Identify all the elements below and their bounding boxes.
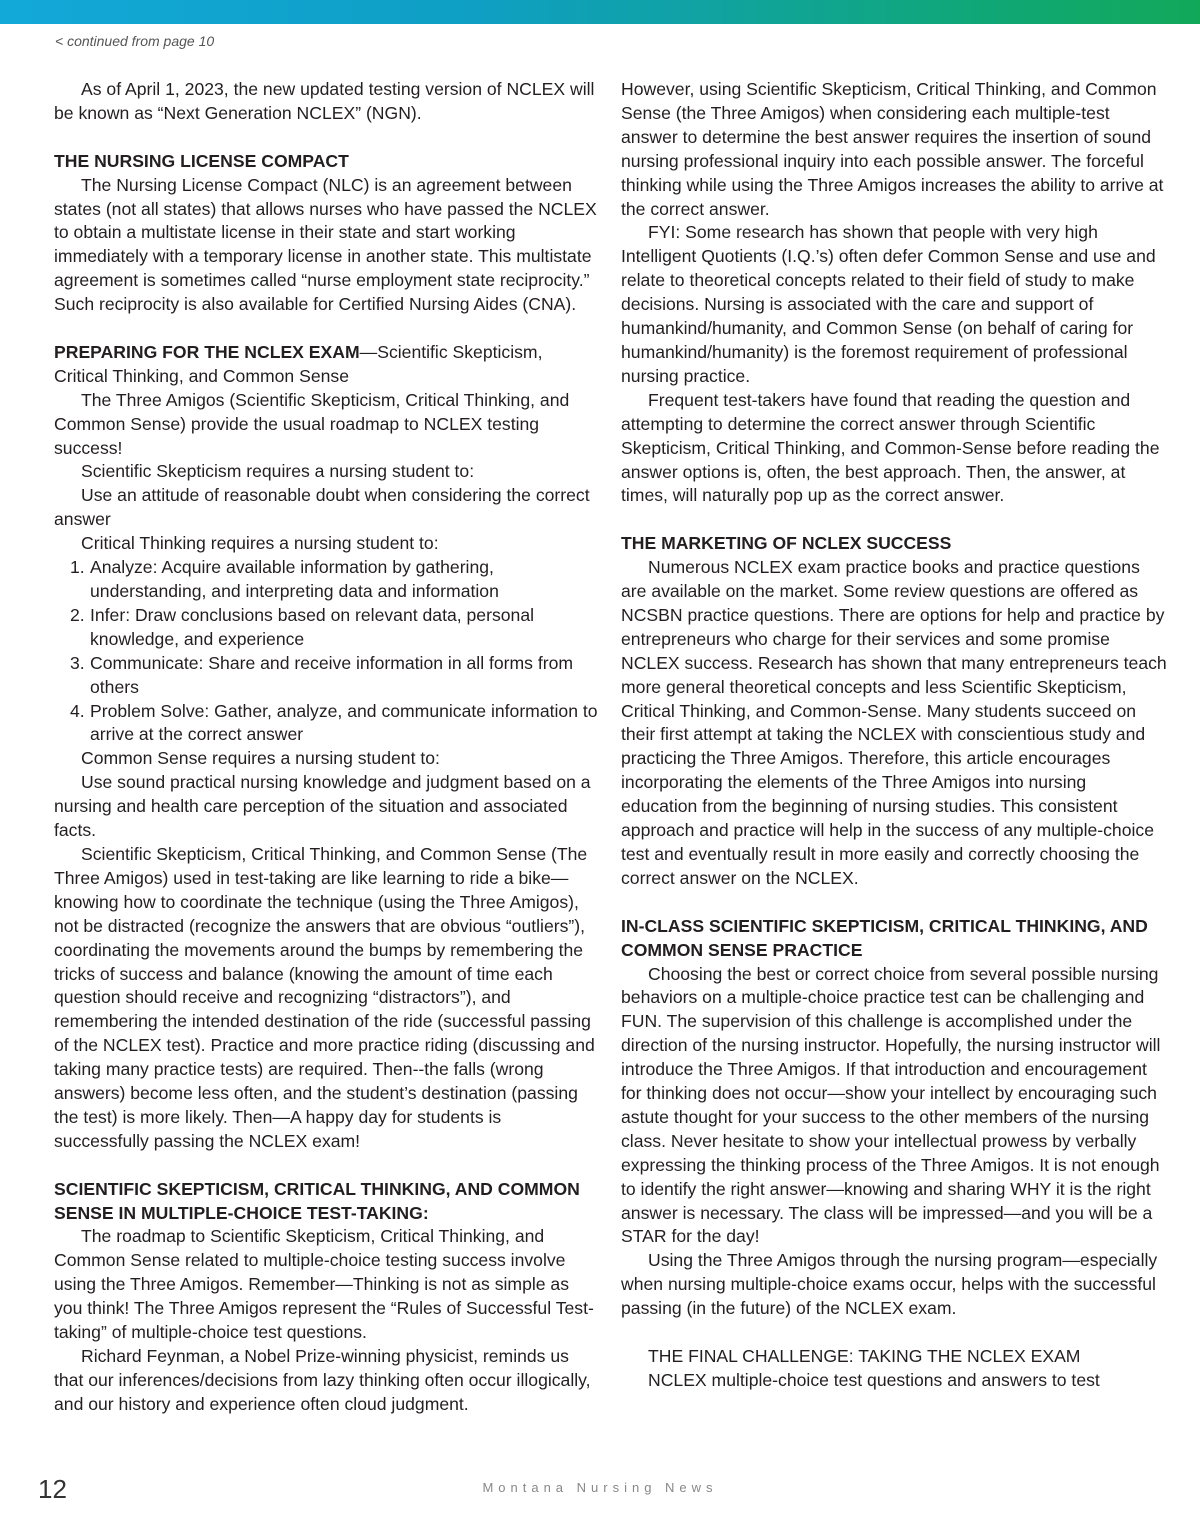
- nlc-heading: THE NURSING LICENSE COMPACT: [54, 150, 349, 171]
- prep-heading-rest: —Scientific Skepticism, Critical Thinking, and Common Sense: [54, 341, 543, 386]
- using-paragraph: Using the Three Amigos through the nursing program—especially when nursing multiple-choice exams occur, helps with the successful passing (in the future) of the NCLEX exam.: [621, 1250, 1158, 1319]
- list-item: 4. Problem Solve: Gather, analyze, and communicate information to arrive at the correct answer: [70, 700, 598, 745]
- publication-name: Montana Nursing News: [482, 1480, 718, 1495]
- feynman-paragraph: Richard Feynman, a Nobel Prize-winning physicist, reminds us that our inferences/decisions from lazy thinking often occur illogically, and our history and experience often cloud judgment.: [54, 1345, 591, 1414]
- left-column: [54, 78, 600, 1417]
- marketing-heading: THE MARKETING OF NCLEX SUCCESS: [621, 533, 952, 554]
- prep-heading: [54, 341, 600, 389]
- intro-paragraph: As of April 1, 2023, the new updated testing version of NCLEX will be known as “Next Generation NCLEX” (NGN).: [54, 79, 595, 123]
- list-item: 3. Communicate: Share and receive information in all forms from others: [70, 652, 574, 697]
- fyi-paragraph: FYI: Some research has shown that people with very high Intelligent Quotients (I.Q.’s) often defer Common Sense and use and relate to theoretical concepts related to their field of study to make decisions. Nursing is associated with the care and support of humankind/humanity, and Common Sense (on behalf of caring for humankind/humanity) is the foremost requirement of professional nursing practice.: [621, 222, 1156, 386]
- ss-requires: Scientific Skepticism requires a nursing student to:: [81, 461, 475, 482]
- final-paragraph: NCLEX multiple-choice test questions and answers to test: [648, 1369, 1100, 1390]
- top-gradient-bar: [0, 0, 1200, 24]
- list-item: 1. Analyze: Acquire available information by gathering, understanding, and interpreting data and information: [70, 557, 499, 601]
- final-heading: THE FINAL CHALLENGE: TAKING THE NCLEX EXAM: [648, 1345, 1081, 1366]
- prep-paragraph: The Three Amigos (Scientific Skepticism, Critical Thinking, and Common Sense) provide the usual roadmap to NCLEX testing success!: [54, 389, 570, 458]
- bike-paragraph: Scientific Skepticism, Critical Thinking, and Common Sense (The Three Amigos) used in test-taking are like learning to ride a bike—knowing how to coordinate the technique (using the Three Amigos), not be distracted (recognize the answers that are obvious “outliers”), coordinating the movements around the bumps by remembering the tricks of success and balance (knowing the amount of time each question should receive and recognizing “distractors”), and remembering the intended destination of the ride (successful passing of the NCLEX test). Practice and more practice riding (discussing and taking many practice tests) are required. Then--the falls (wrong answers) become less often, and the student’s destination (passing the test) is more likely. Then—A happy day for students is successfully passing the NCLEX exam!: [54, 843, 595, 1151]
- nlc-paragraph: The Nursing License Compact (NLC) is an agreement between states (not all states) that allows nurses who have passed the NCLEX to obtain a multistate license in their state and start working immediately with a temporary license in another state. This multistate agreement is sometimes called “nurse employment state reciprocity.” Such reciprocity is also available for Certified Nursing Aides (CNA).: [54, 174, 597, 315]
- inclass-paragraph: Choosing the best or correct choice from several possible nursing behaviors on a multiple-choice practice test can be challenging and FUN. The supervision of this challenge is accomplished under the direction of the nursing instructor. Hopefully, the nursing instructor will introduce the Three Amigos. If that introduction and encouragement for thinking does not occur—show your intellect by encouraging such astute thought for your success to the other members of the nursing class. Never hesitate to show your intellectual prowess by verbally expressing the thinking process of the Three Amigos. It is not enough to identify the right answer—knowing and sharing WHY it is the right answer is necessary. The class will be impressed—and you will be a STAR for the day!: [621, 963, 1161, 1247]
- frequent-paragraph: Frequent test-takers have found that reading the question and attempting to determine the correct answer through Scientific Skepticism, Critical Thinking, and Common-Sense before reading the answer options is, often, the best approach. Then, the answer, at times, will naturally pop up as the correct answer.: [621, 389, 1160, 506]
- however-paragraph: However, using Scientific Skepticism, Critical Thinking, and Common Sense (the Three Amigos) when considering each multiple-test answer to determine the best answer requires the insertion of sound nursing professional inquiry into each possible answer. The forceful thinking while using the Three Amigos increases the ability to arrive at the correct answer.: [621, 79, 1164, 219]
- marketing-paragraph: Numerous NCLEX exam practice books and practice questions are available on the market. Some review questions are offered as NCSBN practice questions. There are options for help and practice by entrepreneurs who charge for their services and some promise NCLEX success. Research has shown that many entrepreneurs teach more general theoretical concepts and less Scientific Skepticism, Critical Thinking, and Common-Sense. Many students succeed on their first attempt at taking the NCLEX with conscientious study and practicing the Three Amigos. Therefore, this article encourages incorporating the elements of the Three Amigos into nursing education from the beginning of nursing studies. This consistent approach and practice will help in the success of any multiple-choice test and eventually result in more easily and correctly choosing the correct answer on the NCLEX.: [621, 557, 1167, 888]
- right-column: [621, 78, 1167, 1393]
- ct-list: [54, 556, 600, 747]
- list-item: 2. Infer: Draw conclusions based on relevant data, personal knowledge, and experience: [70, 604, 535, 649]
- ct-requires: Critical Thinking requires a nursing student to:: [81, 533, 439, 554]
- prep-heading-bold: PREPARING FOR THE NCLEX EXAM: [54, 341, 360, 362]
- cs-use: Use sound practical nursing knowledge and judgment based on a nursing and health care perception of the situation and associated facts.: [54, 772, 591, 841]
- cs-requires: Common Sense requires a nursing student to:: [81, 748, 440, 769]
- ss-use: Use an attitude of reasonable doubt when considering the correct answer: [54, 485, 590, 530]
- page-number: 12: [38, 1474, 67, 1504]
- mc-paragraph: The roadmap to Scientific Skepticism, Critical Thinking, and Common Sense related to multiple-choice testing success involve using the Three Amigos. Remember—Thinking is not as simple as you think! The Three Amigos represent the “Rules of Successful Test-taking” of multiple-choice test questions.: [54, 1226, 594, 1343]
- inclass-heading: IN-CLASS SCIENTIFIC SKEPTICISM, CRITICAL THINKING, AND COMMON SENSE PRACTICE: [621, 915, 1148, 960]
- mc-heading: SCIENTIFIC SKEPTICISM, CRITICAL THINKING, AND COMMON SENSE IN MULTIPLE-CHOICE TEST-TAKING:: [54, 1178, 580, 1223]
- continued-note: < continued from page 10: [55, 33, 215, 49]
